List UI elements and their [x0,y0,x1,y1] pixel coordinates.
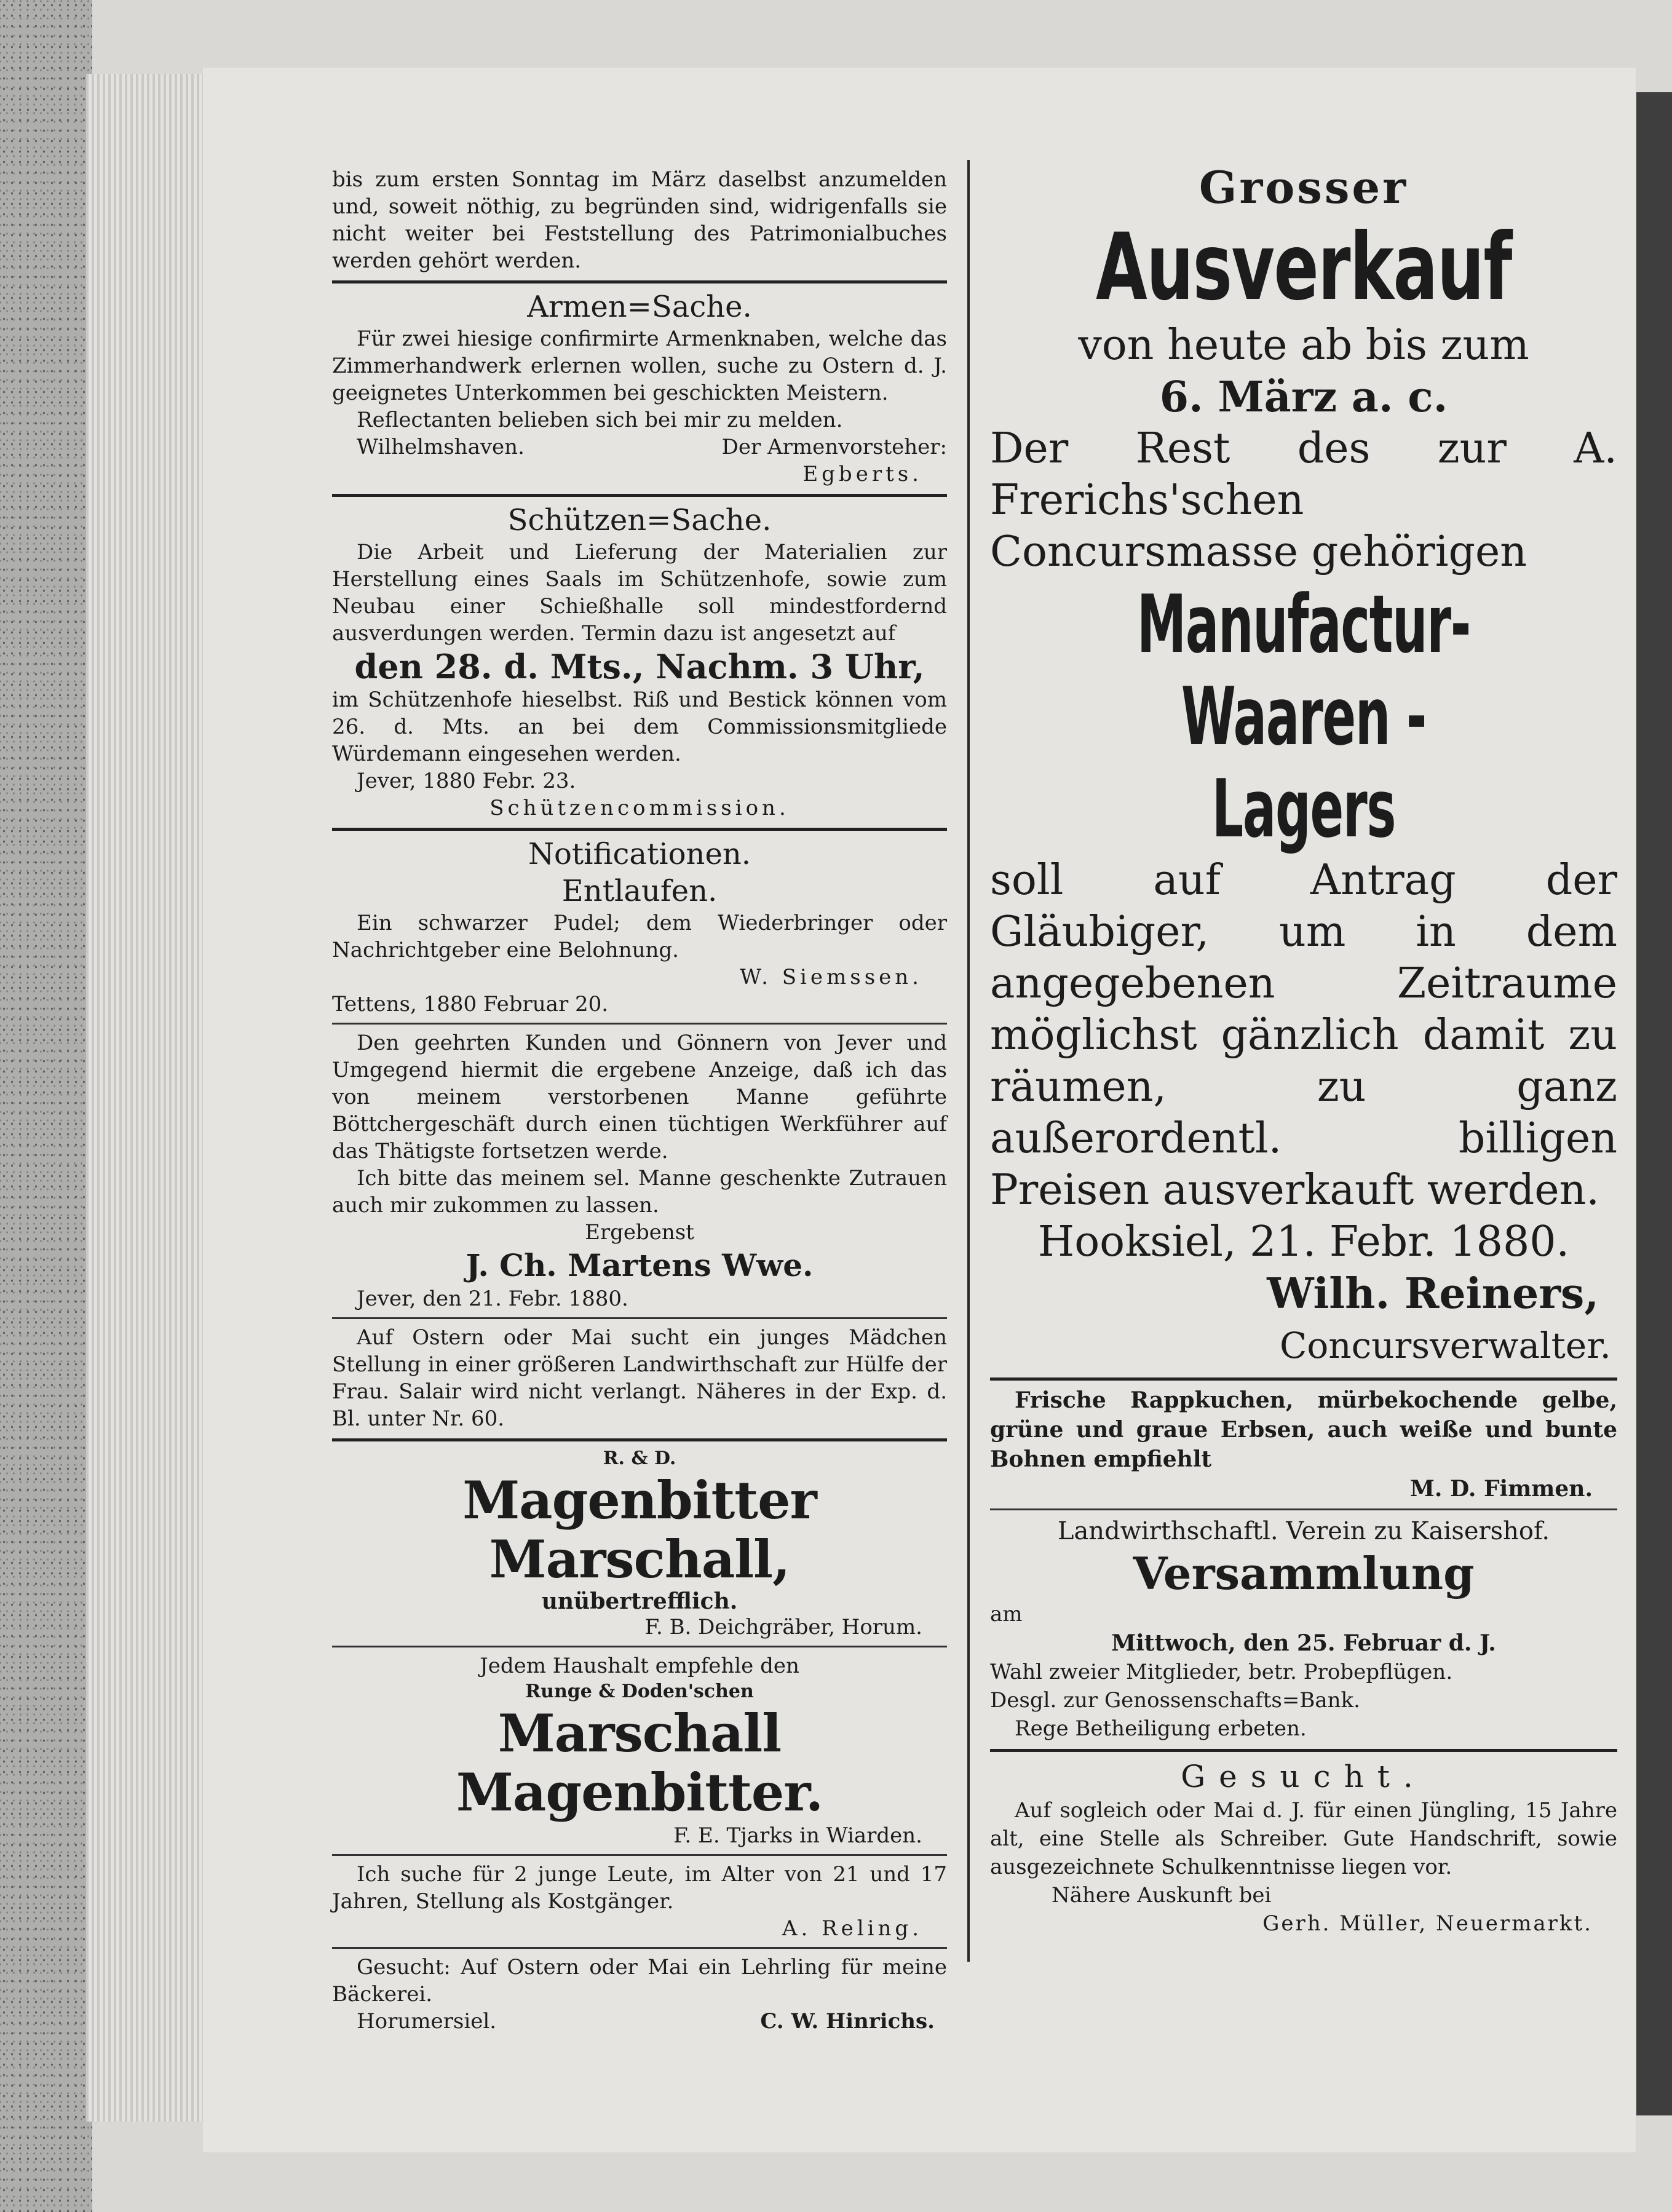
right-column [990,160,1617,1938]
kostgaenger-text: Ich suche für 2 junge Leute, im Alter von 21 und 17 Jahren, Stellung als Kostgänger. [332,1862,947,1914]
magen2-title: Marschall Magenbitter. [456,1703,823,1823]
magenbitter-marschall-ad [332,1446,947,1641]
gesucht-title: Gesucht. [1181,1759,1427,1794]
ausverkauf-waaren: Waaren - Lagers [1181,670,1427,855]
notif-place-date: Tettens, 1880 Februar 20. [332,992,609,1017]
armen-note: Reflectanten belieben sich bei mir zu melden. [357,408,843,432]
book-speckled-edge [0,0,92,2212]
armen-name: Egberts. [802,462,922,486]
notificationen-ad [332,836,947,1018]
fimmen-text: Frische Rappkuchen, mürbekochende gelbe, grüne und graue Erbsen, auch weiße und bunte Bohnen empfiehlt [990,1387,1617,1472]
lehrling-place: Horumersiel. [357,2009,497,2034]
ausverkauf-title: Ausverkauf [1096,214,1512,321]
verein-am: am [990,1602,1023,1627]
rule [332,1317,947,1319]
rule [332,280,947,283]
magen2-line1: Jedem Haushalt empfehle den [480,1654,799,1678]
notif-text: Ein schwarzer Pudel; dem Wiederbringer oder Nachrichtgeber eine Belohnung. [332,911,947,962]
ausverkauf-line4: soll auf Antrag der Gläubiger, um in dem angegebenen Zeitraume möglichst gänzlich damit zu räumen, zu ganz außerordentl. billigen Preisen ausverkauft werden. [990,856,1617,1215]
martens-ad [332,1029,947,1312]
armen-place: Wilhelmshaven. [357,435,525,459]
magen1-sig: F. B. Deichgräber, Horum. [644,1615,922,1639]
rule [990,1508,1617,1510]
rule [332,1438,947,1441]
notif-sig: W. Siemssen. [740,965,922,989]
martens-sig: J. Ch. Martens Wwe. [466,1247,814,1283]
rule [990,1378,1617,1381]
ausverkauf-ad [990,160,1617,1371]
armen-title: Armen=Sache. [527,290,752,324]
magen2-line2: Runge & Doden'schen [525,1681,754,1702]
schuetzen-sache-ad [332,502,947,822]
notif-sub: Entlaufen. [561,874,718,908]
armen-role: Der Armenvorsteher: [721,435,947,459]
gesucht-sig: Gerh. Müller, Neuermarkt. [1262,1911,1593,1936]
fimmen-sig: M. D. Fimmen. [1410,1476,1593,1502]
lehrling-sig-row [332,2008,947,2035]
ausverkauf-grosser: Grosser [1199,161,1409,213]
armen-text: Für zwei hiesige confirmirte Armenknaben, welche das Zimmerhandwerk erlernen wollen, suche zu Ostern d. J. geeignetes Unterkommen bei geschickten Meistern. [332,327,947,405]
ausverkauf-sig-role: Concursverwalter. [1280,1325,1611,1366]
magen1-title: Magenbitter Marschall, [462,1470,817,1590]
verein-ad [990,1515,1617,1743]
rule [990,1749,1617,1752]
ausverkauf-line1: von heute ab bis zum [1078,321,1529,370]
rule [332,494,947,497]
magen1-brand: R. & D. [603,1448,676,1469]
schuetzen-title: Schützen=Sache. [507,503,772,537]
ausverkauf-line2: 6. März a. c. [1159,373,1448,422]
intro-text: bis zum ersten Sonntag im März daselbst anzumelden und, soweit nöthig, zu begründen sind, widrigenfalls sie nicht weiter bei Feststellung des Patrimonialbuches werden gehört werden. [332,167,947,273]
magen1-sub: unübertrefflich. [541,1588,738,1614]
verein-head: Versammlung [1133,1547,1475,1600]
kostgaenger-sig: A. Reling. [782,1916,922,1941]
book-binding-right [1636,92,1672,2115]
ausverkauf-place-date: Hooksiel, 21. Febr. 1880. [1037,1218,1570,1266]
ausverkauf-manufactur: Manufactur- [1136,577,1471,671]
martens-ergebenst: Ergebenst [585,1220,694,1245]
gesucht-text: Auf sogleich oder Mai d. J. für einen Jüngling, 15 Jahre alt, eine Stelle als Schreiber. Gute Handschrift, sowie ausgezeichnete Schulkenntnisse liegen vor. [990,1798,1617,1879]
fimmen-ad [990,1385,1617,1504]
gesucht-note: Nähere Auskunft bei [1052,1883,1272,1908]
schuetzen-date-line: den 28. d. Mts., Nachm. 3 Uhr, [354,647,925,686]
magen2-sig: F. E. Tjarks in Wiarden. [673,1823,922,1848]
rule [332,1023,947,1025]
schuetzen-text2: im Schützenhofe hieselbst. Riß und Bestick können vom 26. d. Mts. an bei dem Commissionsmitgliede Würdemann eingesehen werden. [332,688,947,766]
rule [332,1947,947,1949]
left-column [332,166,947,2035]
armen-sache-ad [332,288,947,488]
martens-text1: Den geehrten Kunden und Gönnern von Jever und Umgegend hiermit die ergebene Anzeige, daß ich das von meinem verstorbenen Manne geführte Böttchergeschäft durch einen tüchtigen Werkführer auf das Thätigste fortsetzen werde. [332,1031,947,1163]
verein-note: Rege Betheiligung erbeten. [1015,1716,1307,1741]
verein-item2: Desgl. zur Genossenschafts=Bank. [990,1688,1360,1713]
schuetzen-place-date: Jever, 1880 Febr. 23. [357,769,576,793]
lehrling-ad [332,1954,947,2035]
gesucht-ad [990,1757,1617,1938]
lehrling-text: Gesucht: Auf Ostern oder Mai ein Lehrling für meine Bäckerei. [332,1955,947,2007]
marschall-magenbitter-ad [332,1652,947,1849]
martens-text2: Ich bitte das meinem sel. Manne geschenkte Zutrauen auch mir zukommen zu lassen. [332,1166,947,1218]
schuetzen-text: Die Arbeit und Lieferung der Materialien zur Herstellung eines Saals im Schützenhofe, sowie zum Neubau einer Schießhalle soll mindestfordernd ausverdungen werden. Termin dazu ist angesetzt auf [332,540,947,646]
rule [332,1646,947,1647]
ausverkauf-line3: Der Rest des zur A. Frerichs'schen Concursmasse gehörigen [990,424,1617,576]
kostgaenger-ad [332,1861,947,1942]
armen-sig-row [332,434,947,461]
rule [332,828,947,831]
martens-place-date: Jever, den 21. Febr. 1880. [357,1286,628,1311]
notif-title: Notificationen. [528,837,751,871]
verein-title: Landwirthschaftl. Verein zu Kaisershof. [1057,1517,1550,1545]
ausverkauf-sig-name: Wilh. Reiners, [1267,1269,1599,1318]
rule [332,1854,947,1856]
schuetzen-sig: Schützencommission. [489,796,790,820]
maedchen-ad: Auf Ostern oder Mai sucht ein junges Mädchen Stellung in einer größeren Landwirthschaft zur Hülfe der Frau. Salair wird nicht verlangt. Näheres in der Exp. d. Bl. unter Nr. 60. [332,1325,947,1431]
verein-item1: Wahl zweier Mitglieder, betr. Probepflügen. [990,1660,1453,1684]
column-divider [967,160,970,1962]
lehrling-sig: C. W. Hinrichs. [760,2009,935,2034]
verein-date: Mittwoch, den 25. Februar d. J. [1111,1630,1496,1656]
